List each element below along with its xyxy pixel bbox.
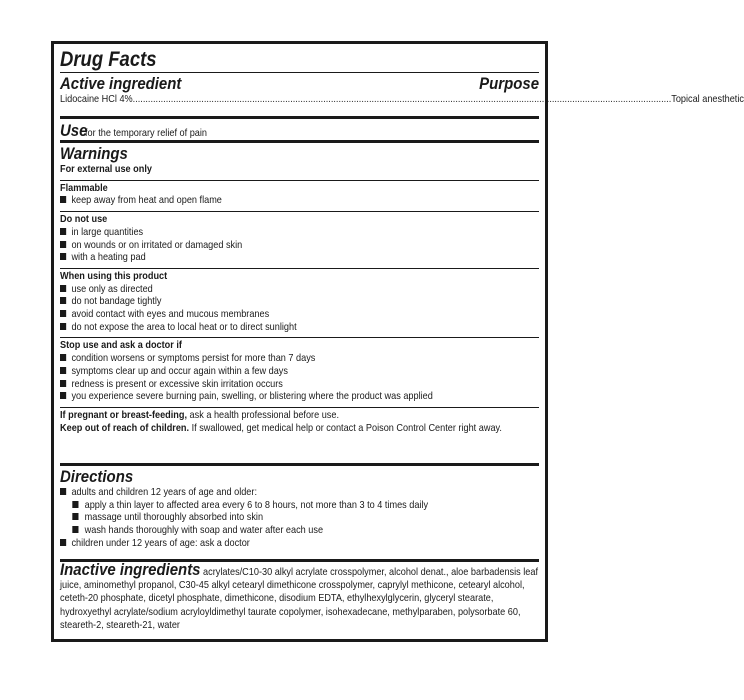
drug-facts-panel (51, 41, 744, 642)
list-item: massage until thoroughly absorbed into skin (60, 512, 539, 525)
list-item: redness is present or excessive skin irritation occurs (60, 379, 539, 392)
list-item: children under 12 years of age: ask a doctor (60, 538, 539, 551)
list-item: keep away from heat and open flame (60, 195, 539, 208)
flammable-heading: Flammable (60, 182, 108, 194)
keep-out-warning (60, 423, 539, 436)
list-item: do not expose the area to local heat or to direct sunlight (60, 322, 539, 335)
active-ingredient-heading: Active ingredient (60, 74, 182, 93)
do-not-use-heading: Do not use (60, 214, 108, 226)
list-item: in large quantities (60, 227, 539, 240)
active-ingredient-name: Lidocaine HCl 4% (60, 94, 133, 105)
active-ingredient-section (60, 48, 744, 119)
drug-facts-title (60, 48, 539, 73)
list-item: on wounds or on irritated or damaged skin (60, 240, 539, 253)
list-item: adults and children 12 years of age and older: (60, 487, 539, 500)
do-not-use-block (60, 211, 539, 265)
directions-heading: Directions (60, 467, 134, 486)
pregnancy-text: ask a health professional before use. (189, 409, 340, 421)
list-item: you experience severe burning pain, swelling, or blistering where the product was applied (60, 391, 539, 404)
purpose-heading: Purpose (479, 74, 539, 93)
warnings-section (60, 143, 539, 466)
list-item: with a heating pad (60, 252, 539, 265)
use-heading: Use (60, 121, 88, 140)
inactive-ingredients-heading: Inactive ingredients (60, 560, 201, 579)
when-using-block (60, 268, 539, 335)
title-text: Drug Facts (60, 48, 157, 71)
keep-out-text: If swallowed, get medical help or contact a Poison Control Center right away. (191, 422, 502, 434)
list-item: symptoms clear up and occur again within a few days (60, 366, 539, 379)
flammable-block (60, 180, 539, 208)
keep-out-bold: Keep out of reach of children. (60, 422, 190, 434)
active-ingredient-purpose: Topical anesthetic (671, 94, 744, 105)
list-item: avoid contact with eyes and mucous membranes (60, 309, 539, 322)
stop-use-heading: Stop use and ask a doctor if (60, 340, 182, 352)
leader-dots: .................................................................................................................................................................................................................... (132, 94, 672, 105)
pregnancy-warning (60, 410, 539, 423)
list-item: wash hands thoroughly with soap and water after each use (60, 525, 539, 538)
list-item: use only as directed (60, 284, 539, 297)
active-ingredient-row (60, 94, 744, 106)
use-section (60, 119, 539, 143)
list-item: apply a thin layer to affected area every 6 to 8 hours, not more than 3 to 4 times daily (60, 500, 539, 513)
pregnancy-bold: If pregnant or breast-feeding, (60, 409, 188, 421)
list-item: condition worsens or symptoms persist for more than 7 days (60, 353, 539, 366)
pregnancy-children-block (60, 407, 539, 435)
list-item: do not bandage tightly (60, 296, 539, 309)
directions-section (60, 466, 539, 562)
inactive-ingredients-list: acrylates/C10-30 alkyl acrylate crosspolymer, alcohol denat., aloe barbadensis leaf juice, aminomethyl propanol, C30-45 alkyl cetearyl dimethicone crosspolymer, caprylyl methicone, cetearyl alcohol, ceteth-20 phosphate, dicetyl phosphate, dimethicone, disodium EDTA, ethylhexylglycerin, glyceryl stearate, hydroxyethyl acrylate/sodium acryloyldimethyl taurate copolymer, isohexadecane, methylparaben, polysorbate 60, steareth-2, steareth-21, water (60, 567, 539, 631)
stop-use-block (60, 337, 539, 404)
inactive-ingredients-text-block (60, 560, 539, 632)
inactive-ingredients-section (60, 562, 539, 632)
use-text: for the temporary relief of pain (85, 128, 208, 139)
external-use-text: For external use only (60, 164, 152, 175)
when-using-heading: When using this product (60, 270, 168, 282)
warnings-heading: Warnings (60, 144, 128, 163)
